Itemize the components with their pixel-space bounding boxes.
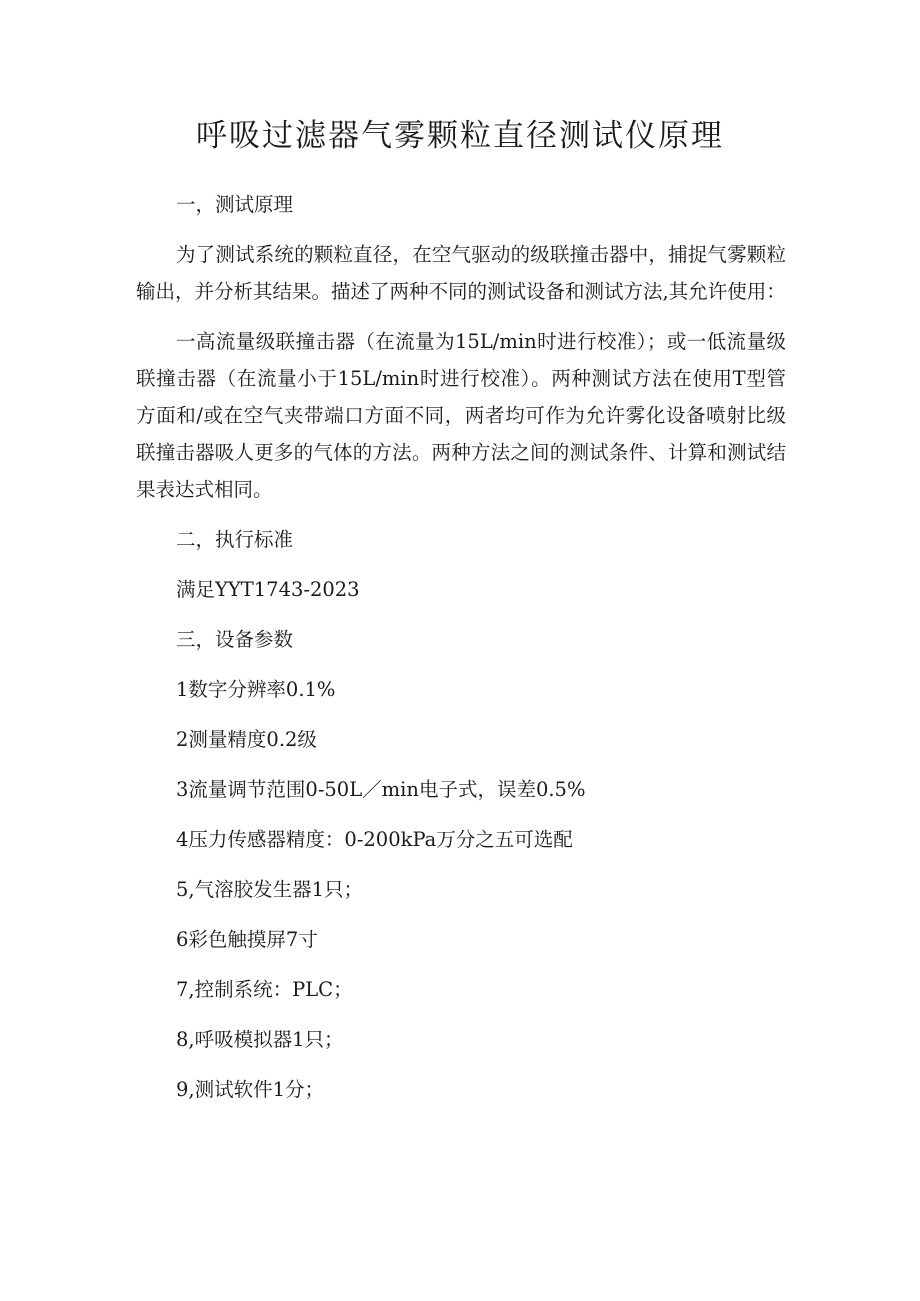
document-title: 呼吸过滤器气雾颗粒直径测试仪原理: [196, 118, 724, 154]
parameter-item: 4压力传感器精度：0-200kPa万分之五可选配: [176, 828, 573, 851]
paragraph-test-methods: 一高流量级联撞击器（在流量为15L/min时进行校准）；或一低流量级联撞击器（在流量小于15L/min时进行校准）。两种测试方法在使用T型管方面和/或在空气夹带端口方面不同，两者均可作为允许雾化设备喷射比级联撞击器吸人更多的气体的方法。两种方法之间的测试条件、计算和测试结果表达式相同。: [136, 330, 786, 501]
parameter-item: 3流量调节范围0-50L／min电子式，误差0.5%: [176, 778, 586, 801]
parameter-item: 6彩色触摸屏7寸: [176, 928, 318, 951]
section-heading-standard: 二，执行标准: [176, 528, 294, 551]
document-body: [136, 186, 786, 1121]
parameter-item: 5,气溶胶发生器1只；: [176, 878, 364, 901]
standard-text: 满足YYT1743-2023: [176, 578, 360, 601]
parameter-item: 2测量精度0.2级: [176, 728, 317, 751]
parameter-item: 9,测试软件1分；: [176, 1078, 325, 1101]
section-heading-principle: 一，测试原理: [176, 193, 294, 216]
parameter-item: 8,呼吸模拟器1只；: [176, 1028, 344, 1051]
paragraph-principle-intro: 为了测试系统的颗粒直径，在空气驱动的级联撞击器中，捕捉气雾颗粒输出，并分析其结果。描述了两种不同的测试设备和测试方法,其允许使用：: [136, 243, 786, 303]
parameter-item: 1数字分辨率0.1%: [176, 678, 336, 701]
parameter-item: 7,控制系统：PLC；: [176, 978, 353, 1001]
section-heading-parameters: 三，设备参数: [176, 628, 294, 651]
